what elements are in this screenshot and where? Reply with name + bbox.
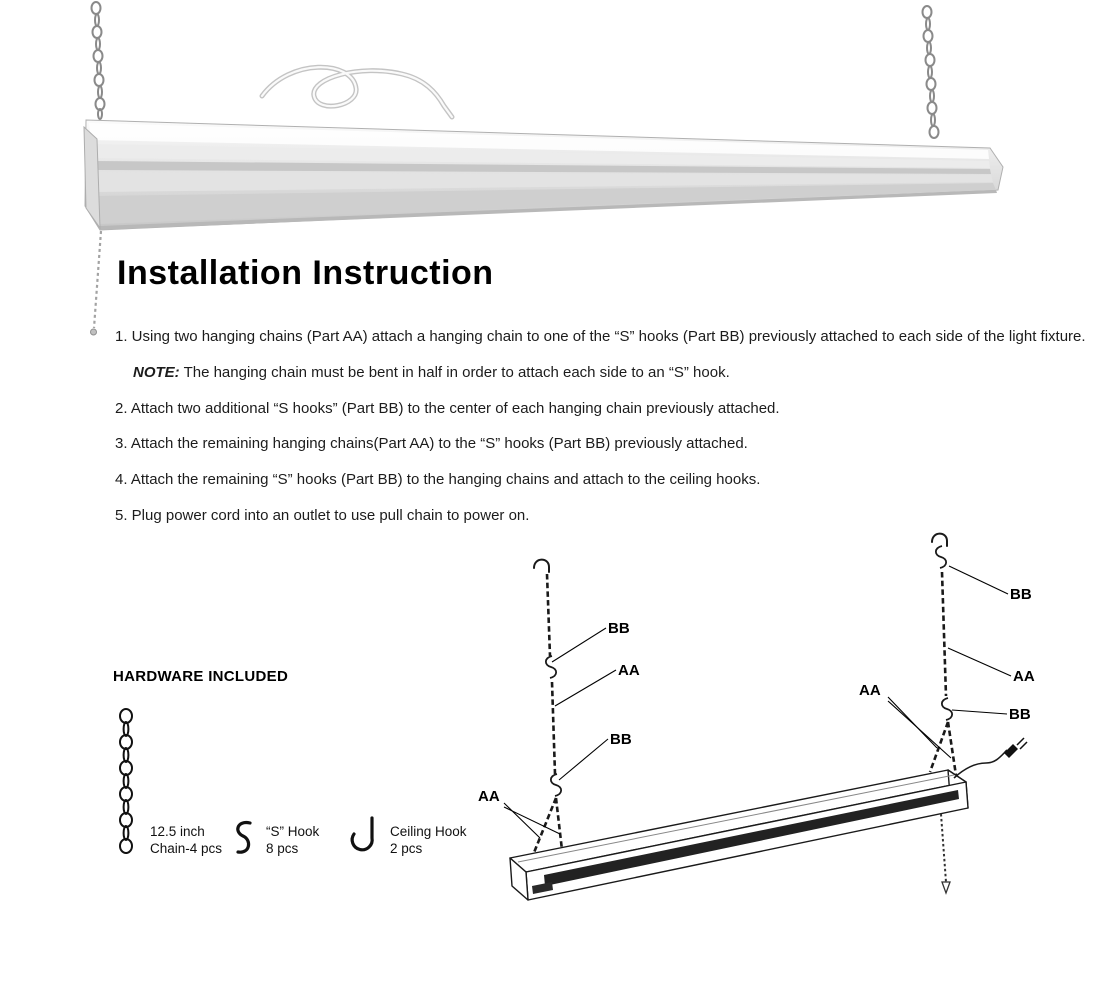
- s-hook-left-mid: [546, 656, 556, 678]
- s-hook-icon: [230, 818, 256, 860]
- light-fixture-body: [84, 120, 1003, 230]
- chain-label-line2: Chain-4 pcs: [150, 841, 223, 857]
- step-3: 3. Attach the remaining hanging chains(Part AA) to the “S” hooks (Part BB) previously attached.: [115, 435, 748, 453]
- label-left-aa-mid: AA: [618, 662, 640, 679]
- s-hook-label: [266, 823, 319, 860]
- s-hook-label-line1: “S” Hook: [266, 823, 320, 839]
- hardware-heading: HARDWARE INCLUDED: [113, 668, 289, 685]
- step-5: 5. Plug power cord into an outlet to use pull chain to power on.: [115, 506, 530, 524]
- chain-left-upper: [547, 574, 550, 656]
- plug-icon: [1004, 744, 1018, 758]
- note-label: NOTE:: [133, 363, 180, 381]
- label-right-aa-mid: AA: [1013, 668, 1035, 685]
- step-2: 2. Attach two additional “S hooks” (Part BB) to the center of each hanging chain previously attached.: [115, 399, 780, 417]
- s-hook-left-lower: [551, 774, 561, 796]
- ceiling-hook-icon: [348, 814, 380, 860]
- product-illustration: [0, 0, 1118, 345]
- label-right-aa-side: AA: [859, 682, 881, 699]
- installation-diagram: [460, 520, 1118, 990]
- hanging-chain-right: [923, 6, 939, 138]
- label-right-bb-lower: BB: [1009, 706, 1031, 723]
- note-text: The hanging chain must be bent in half in order to attach each side to an “S” hook.: [183, 363, 730, 381]
- label-right-bb-top: BB: [1010, 586, 1032, 603]
- instruction-steps: [115, 328, 1110, 543]
- step-4: 4. Attach the remaining “S” hooks (Part BB) to the hanging chains and attach to the ceiling hooks.: [115, 471, 761, 488]
- label-left-bb-top: BB: [608, 620, 630, 637]
- fixture-outline: [510, 770, 968, 900]
- step-1: 1. Using two hanging chains (Part AA) attach a hanging chain to one of the “S” hooks (Part BB) previously attached to each side of the light fixture.: [115, 328, 1086, 345]
- diagram-power-cord: [954, 738, 1027, 778]
- chain-left-v2: [556, 798, 562, 850]
- chain-right-main: [942, 572, 946, 696]
- chain-icon: [112, 708, 140, 860]
- hardware-item-ceiling-hook: [348, 814, 467, 860]
- page-title: Installation Instruction: [117, 254, 494, 292]
- s-hook-right-lower: [942, 698, 952, 720]
- ceiling-hook-label-line1: Ceiling Hook: [390, 823, 467, 839]
- ceiling-hook-right: [932, 534, 947, 546]
- hardware-item-s-hook: [230, 818, 319, 860]
- s-hook-right-top: [936, 546, 946, 568]
- chain-label-line1: 12.5 inch: [150, 823, 205, 839]
- diagram-pull-chain: [941, 814, 950, 893]
- chain-left-lower: [552, 682, 555, 774]
- pull-chain: [91, 231, 102, 335]
- ceiling-hook-label: [390, 823, 467, 860]
- diagram-left-assembly: [527, 560, 562, 870]
- chain-label: [150, 823, 222, 860]
- ceiling-hook-label-line2: 2 pcs: [390, 841, 423, 857]
- power-cord: [262, 67, 452, 117]
- hanging-chain-left: [92, 2, 105, 119]
- s-hook-label-line2: 8 pcs: [266, 841, 299, 857]
- ceiling-hook-left: [534, 560, 549, 572]
- note: [133, 364, 1110, 383]
- label-left-aa-bottom: AA: [478, 788, 500, 805]
- label-left-bb-lower: BB: [610, 731, 632, 748]
- hardware-item-chain: [112, 708, 222, 860]
